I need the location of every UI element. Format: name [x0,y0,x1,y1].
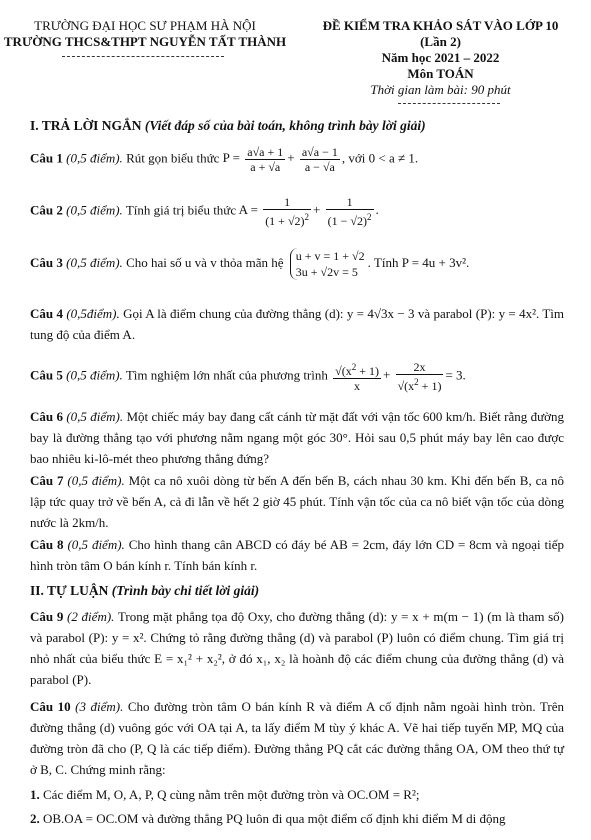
q8-text: Cho hình thang cân ABCD có đáy bé AB = 2cm, đáy lớn CD = 8cm và ngoại tiếp hình tròn tâm O bán kính r. Tính bán kính r. [30,537,565,573]
q3-system: u + v = 1 + √2 3u + √2v = 5 [290,248,365,280]
q10-points: (3 điểm). [75,699,124,714]
q10-item-2 [30,808,564,829]
q1-label: Câu 1 [30,150,63,166]
section-1-note: (Viết đáp số của bài toán, không trình bày lời giải) [144,118,426,133]
q7-text: Một ca nô xuôi dòng từ bến A đến bến B, cách nhau 30 km. Khi đến bến B, ca nô lập tức quay trở về bến A, cả đi lẫn về hết 2 giờ 45 phút. Tính vận tốc của ca nô biết vận tốc của dòng nước là 2km/h. [30,473,565,530]
time-limit: Thời gian làm bài: 90 phút [370,82,511,97]
q3-points: (0,5 điểm). [66,254,123,270]
exam-round: (Lần 2) [420,34,461,49]
section-1-title: I. TRẢ LỜI NGẮN [30,118,142,133]
item-1-text: Các điểm M, O, A, P, Q cùng nằm trên một đường tròn và OC.OM = R²; [43,787,420,802]
school-header [0,18,290,50]
question-2 [30,195,564,228]
header-divider-right [398,103,500,104]
q8-points: (0,5 điểm). [67,537,125,552]
q6-points: (0,5 điểm). [66,409,124,424]
question-8 [30,534,564,576]
section-1-heading [30,118,426,134]
school-year: Năm học 2021 – 2022 [381,50,500,65]
q8-label: Câu 8 [30,537,64,552]
q10-item-1 [30,784,564,805]
item-2-text: OB.OA = OC.OM và đường thẳng PQ luôn đi qua một điểm cố định khi điểm M di động [43,811,506,826]
q2-formula: A = $\frac{1}{(1 + √2)^2}$ + $\frac{1}{(1 - √2)^2}$ . [238,195,379,228]
q4-label: Câu 4 [30,306,63,321]
q1-text: Rút gọn biểu thức [126,150,220,166]
exam-header [290,18,591,98]
header-divider-left [62,56,224,57]
section-2-note: (Trình bày chi tiết lời giải) [111,583,260,598]
question-7 [30,470,564,533]
q6-label: Câu 6 [30,409,63,424]
item-1-number: 1. [30,787,40,802]
q3-label: Câu 3 [30,254,63,270]
question-4 [30,303,564,345]
school-name: TRƯỜNG THCS&THPT NGUYỄN TẤT THÀNH [3,34,287,49]
university-name: TRƯỜNG ĐẠI HỌC SƯ PHẠM HÀ NỘI [34,18,256,33]
q1-points: (0,5 điểm). [66,150,123,166]
q5-formula: $\frac{√(x^2 + 1)}{x}$ + $\frac{2x}{√(x^2 + 1)}$ [335,360,442,393]
question-3 [30,248,564,280]
q10-label: Câu 10 [30,699,71,714]
q9-points: (2 điểm). [67,609,115,624]
subject: Môn TOÁN [407,66,474,81]
item-2-number: 2. [30,811,40,826]
q5-text: Tìm nghiệm lớn nhất của phương trình [125,367,328,383]
q5-tail: = 3. [445,367,466,383]
q2-text: Tính giá trị biểu thức [125,202,237,218]
question-9 [30,606,564,690]
exam-title: ĐỀ KIỂM TRA KHẢO SÁT VÀO LỚP 10 [322,18,559,33]
q7-points: (0,5 điểm). [67,473,125,488]
q6-text: Một chiếc máy bay đang cất cánh từ mặt đất với vận tốc 600 km/h. Biết rằng đường bay là đường thẳng tạo với phương nằm ngang một góc 30°. Hỏi sau 0,5 phút máy bay lên cao được bao nhiêu ki-lô-mét theo phương thẳng đứng? [30,409,565,466]
q2-points: (0,5 điểm). [66,202,123,218]
q1-formula: P = $\frac{a√a + 1}{a + √a}$ + $\frac{a√a - 1}{a - √a}$ [222,145,338,174]
section-2-heading [30,583,259,599]
q5-points: (0,5 điểm). [66,367,123,383]
q9-text: Trong mặt phẳng tọa độ Oxy, cho đường thẳng (d): y = x + m(m − 1) (m là tham số) và parabol (P): y = x². Chứng tỏ rằng đường thẳng (d) và parabol (P) luôn có điểm chung. Tìm giá trị nhỏ nhất của biểu thức E = x₁² + x₂², ở đó x₁, x₂ là hoành độ các điểm chung của đường thẳng (d) và parabol (P). [30,609,565,687]
q4-text: Gọi A là điểm chung của đường thẳng (d): y = 4√3x − 3 và parabol (P): y = 4x². Tìm tung độ của điểm A. [30,306,565,342]
question-6 [30,406,564,469]
question-10 [30,696,564,780]
q3-text: Cho hai số u và v thỏa mãn hệ [126,254,284,270]
question-5 [30,360,564,393]
q10-text: Cho đường tròn tâm O bán kính R và điểm A cố định nằm ngoài hình tròn. Trên đường thẳng (d) vuông góc với OA tại A, ta lấy điểm M tùy ý khác A. Vẽ hai tiếp tuyến MP, MQ của đường tròn đã cho (P, Q là các tiếp điểm). Đường thẳng PQ cắt các đường thẳng OA, OM theo thứ tự ở B, C. Chứng minh rằng: [30,699,565,777]
q9-label: Câu 9 [30,609,64,624]
q4-points: (0,5điểm). [66,306,120,321]
q7-label: Câu 7 [30,473,64,488]
q1-tail: , với 0 < a ≠ 1. [341,150,419,166]
question-1 [30,145,564,174]
q5-label: Câu 5 [30,367,63,383]
q2-label: Câu 2 [30,202,63,218]
q3-tail: . Tính P = 4u + 3v². [367,254,470,270]
section-2-title: II. TỰ LUẬN [30,583,109,598]
